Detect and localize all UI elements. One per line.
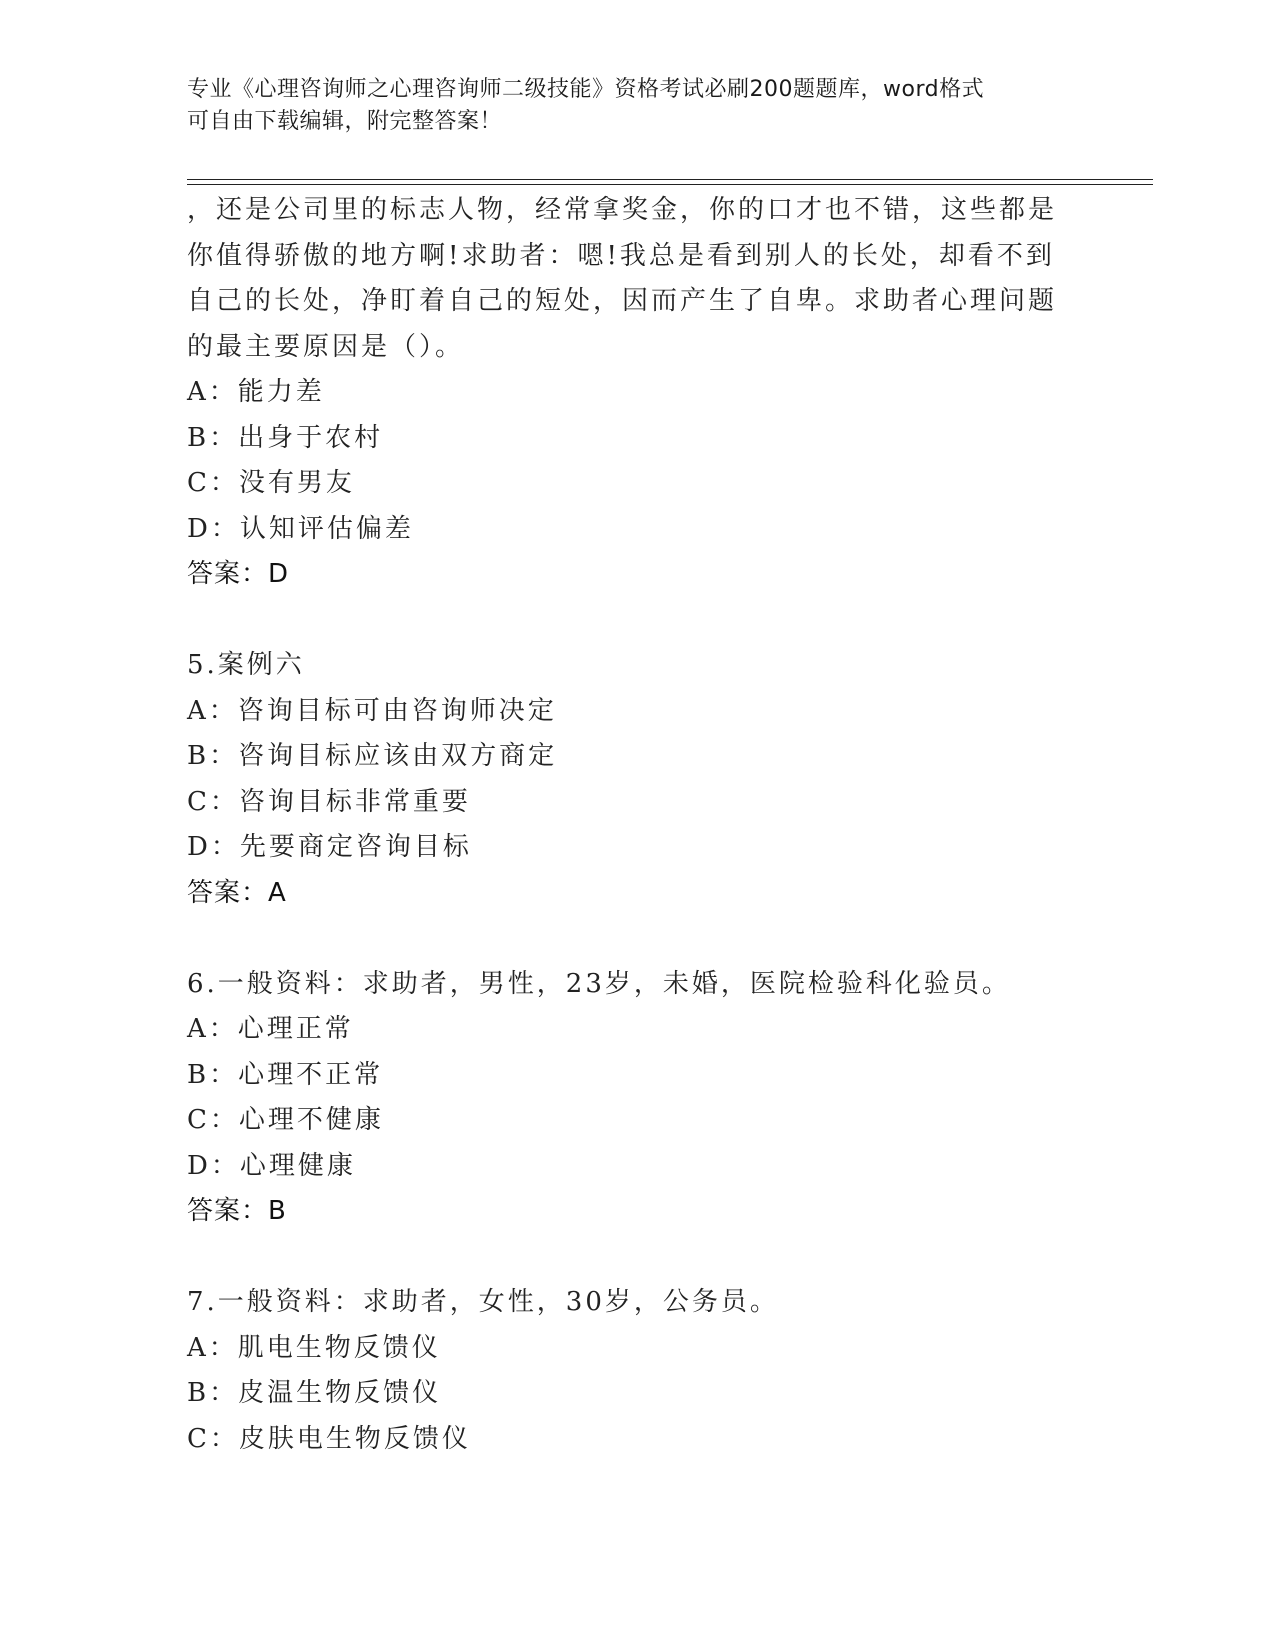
question-4 bbox=[187, 188, 1087, 598]
spacer bbox=[187, 1235, 1087, 1281]
question-stem: 6.一般资料：求助者，男性，23岁，未婚，医院检验科化验员。 bbox=[187, 968, 1011, 999]
option-b: B：心理不正常 bbox=[187, 1059, 384, 1090]
spacer bbox=[187, 598, 1087, 644]
answer-line: 答案：D bbox=[187, 559, 290, 589]
option-d: D：先要商定咨询目标 bbox=[187, 832, 472, 862]
header-title-line-1: 专业《心理咨询师之心理咨询师二级技能》资格考试必刷200题题库，word格式 bbox=[187, 77, 985, 102]
question-stem-line: 你值得骄傲的地方啊!求助者：嗯!我总是看到别人的长处，却看不到 bbox=[187, 240, 1055, 271]
option-b: B：皮温生物反馈仪 bbox=[187, 1378, 442, 1408]
answer-line: 答案：A bbox=[187, 877, 287, 908]
question-5 bbox=[187, 643, 1087, 916]
option-d: D：心理健康 bbox=[187, 1150, 356, 1181]
answer-line: 答案：B bbox=[187, 1196, 287, 1226]
option-a: A：能力差 bbox=[187, 377, 325, 407]
question-6 bbox=[187, 962, 1087, 1235]
header-title-line-2: 可自由下载编辑，附完整答案！ bbox=[187, 109, 503, 134]
header-divider-top bbox=[187, 179, 1153, 180]
question-stem: 5.案例六 bbox=[187, 650, 305, 680]
option-d: D：认知评估偏差 bbox=[187, 513, 414, 544]
option-c: C：咨询目标非常重要 bbox=[187, 786, 471, 817]
question-stem: 7.一般资料：求助者，女性，30岁，公务员。 bbox=[187, 1287, 779, 1317]
question-7 bbox=[187, 1280, 1087, 1462]
header-divider-bottom bbox=[187, 184, 1153, 185]
page-header bbox=[187, 74, 1087, 138]
question-stem-line: 自己的长处，净盯着自己的短处，因而产生了自卑。求助者心理问题 bbox=[187, 286, 1058, 316]
question-stem-line: 的最主要原因是（）。 bbox=[187, 331, 465, 362]
option-c: C：皮肤电生物反馈仪 bbox=[187, 1423, 471, 1454]
option-a: A：心理正常 bbox=[187, 1014, 354, 1044]
option-b: B：出身于农村 bbox=[187, 422, 384, 453]
option-c: C：心理不健康 bbox=[187, 1105, 384, 1135]
option-a: A：咨询目标可由咨询师决定 bbox=[187, 695, 557, 726]
option-b: B：咨询目标应该由双方商定 bbox=[187, 741, 558, 771]
question-list bbox=[187, 188, 1087, 1462]
option-c: C：没有男友 bbox=[187, 468, 355, 498]
question-stem-line: ，还是公司里的标志人物，经常拿奖金，你的口才也不错，这些都是 bbox=[187, 195, 1058, 225]
option-a: A：肌电生物反馈仪 bbox=[187, 1332, 441, 1363]
spacer bbox=[187, 916, 1087, 962]
